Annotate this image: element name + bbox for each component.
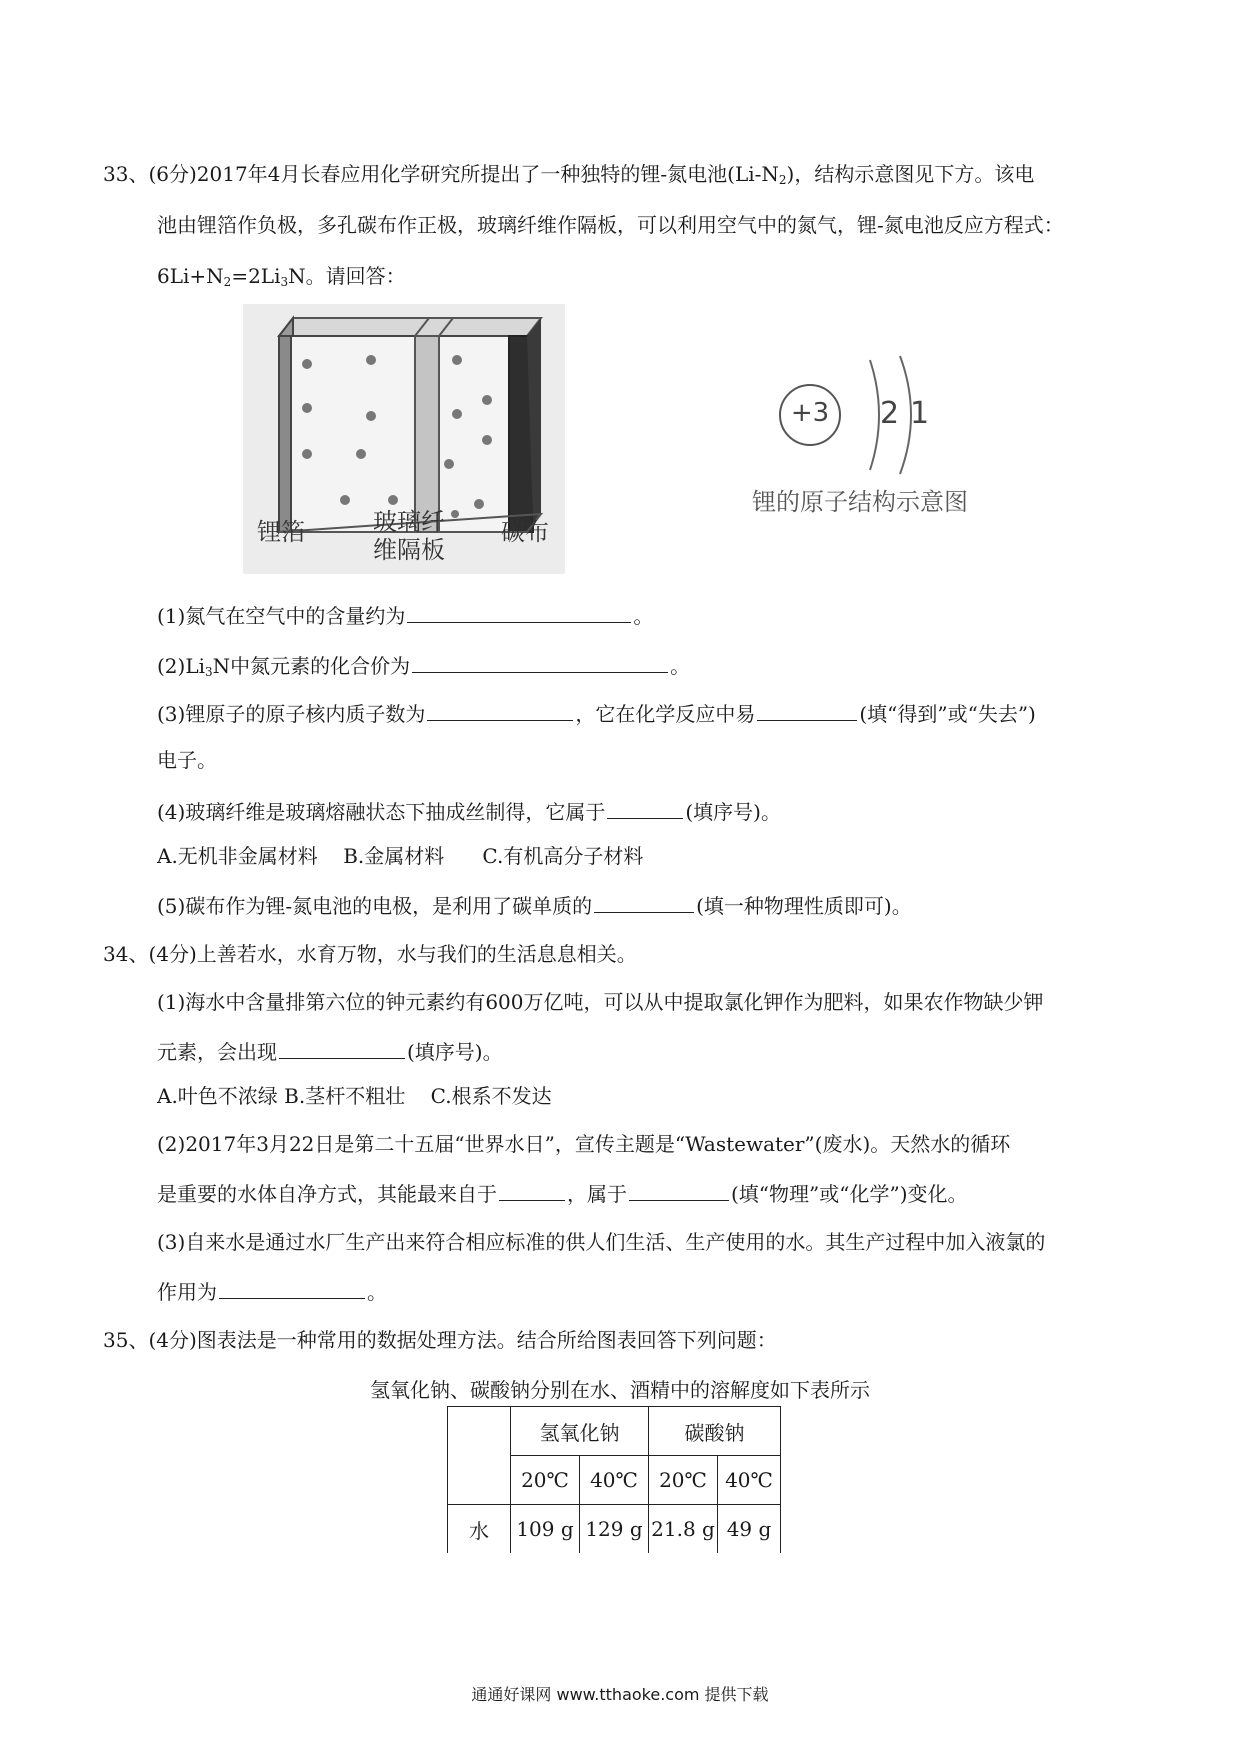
q33-p2-end: 。	[670, 654, 691, 678]
temp-40-na2co3: 40℃	[718, 1456, 781, 1505]
q33-p1-end: 。	[633, 604, 654, 628]
q33-text-1: (6分)2017年4月长春应用化学研究所提出了一种独特的锂-氮电池(Li-N	[148, 162, 779, 186]
q33-part3-cont: 电子。	[157, 748, 217, 772]
q33-part3	[157, 698, 1036, 728]
equation-part-a: 6Li+N	[157, 264, 224, 288]
equation-part-c: N。请回答：	[288, 264, 406, 288]
q33-p3-text-c: (填“得到”或“失去”)	[859, 702, 1036, 726]
shell-1-electrons: 2	[880, 396, 900, 431]
table-title: 氢氧化钠、碳酸钠分别在水、酒精中的溶解度如下表所示	[370, 1378, 870, 1402]
label-glass-fiber-2: 维隔板	[373, 536, 445, 564]
answer-blank-3[interactable]	[427, 698, 573, 721]
q33-p3-text-b: ，它在化学反应中易	[575, 702, 756, 726]
label-glass-fiber	[373, 508, 445, 564]
q33-p4-end: (填序号)。	[685, 800, 781, 824]
equation-part-b: =2Li	[231, 264, 281, 288]
equation-sub-2: 3	[280, 275, 289, 289]
q35-number: 35、	[103, 1328, 149, 1352]
equation-sub-1: 2	[223, 275, 232, 289]
q33-part2	[157, 650, 690, 686]
q33-part1	[157, 600, 653, 630]
atom-caption: 锂的原子结构示意图	[752, 488, 968, 516]
q34-p2-text-d: (填“物理”或“化学”)变化。	[731, 1182, 968, 1206]
q33-number: 33、	[103, 162, 149, 186]
temp-20-na2co3: 20℃	[649, 1456, 718, 1505]
q33-part4-options: A.无机非金属材料 B.金属材料 C.有机高分子材料	[157, 844, 644, 868]
answer-blank-2[interactable]	[412, 650, 668, 673]
cell-na2co3-water-20: 21.8 g	[649, 1505, 718, 1554]
q33-p5-text: (5)碳布作为锂-氮电池的电极，是利用了碳单质的	[157, 894, 593, 918]
q34-p3-end: 。	[367, 1280, 387, 1304]
q33-p1-text: (1)氮气在空气中的含量约为	[157, 604, 406, 628]
solubility-table	[447, 1406, 781, 1553]
q34-part2-cont	[157, 1178, 968, 1208]
answer-blank-6[interactable]	[594, 890, 694, 913]
q33-p3-text-a: (3)锂原子的原子核内质子数为	[157, 702, 426, 726]
answer-blank-1[interactable]	[407, 600, 631, 623]
answer-blank-4[interactable]	[757, 698, 857, 721]
header-na2co3: 碳酸钠	[649, 1407, 781, 1456]
q34-part3: (3)自来水是通过水厂生产出来符合相应标准的供人们生活、生产使用的水。其生产过程中加入液氯的	[157, 1230, 1046, 1254]
lithium-atom-figure	[720, 350, 1020, 520]
answer-blank-7[interactable]	[279, 1036, 405, 1059]
answer-blank-5[interactable]	[607, 796, 683, 819]
shell-2-electrons: 1	[910, 396, 930, 431]
q34-part1-options: A.叶色不浓绿 B.茎杆不粗壮 C.根系不发达	[157, 1084, 552, 1108]
q34-part1-cont	[157, 1036, 503, 1066]
answer-blank-10[interactable]	[219, 1276, 365, 1299]
q35-line1	[103, 1326, 777, 1354]
q35-text-1: (4分)图表法是一种常用的数据处理方法。结合所给图表回答下列问题：	[148, 1328, 777, 1352]
q33-p2-text-a: (2)Li	[157, 654, 206, 678]
q33-line1	[103, 160, 1034, 194]
q34-line1	[103, 940, 637, 968]
q34-p1-text: 元素，会出现	[157, 1040, 277, 1064]
cell-naoh-water-40: 129 g	[580, 1505, 649, 1554]
q33-part4	[157, 796, 781, 826]
row-label-water: 水	[448, 1505, 511, 1554]
q34-p2-text-b: 是重要的水体自净方式，其能最来自于	[157, 1182, 497, 1206]
cell-naoh-water-20: 109 g	[511, 1505, 580, 1554]
q33-p5-end: (填一种物理性质即可)。	[696, 894, 912, 918]
q34-number: 34、	[103, 942, 149, 966]
answer-blank-9[interactable]	[629, 1178, 729, 1201]
q34-p2-text-c: ，属于	[567, 1182, 627, 1206]
q33-p2-text-b: N中氮元素的化合价为	[212, 654, 411, 678]
q34-p1-end: (填序号)。	[407, 1040, 503, 1064]
q34-p3-text: 作用为	[157, 1280, 217, 1304]
label-glass-fiber-1: 玻璃纤	[373, 508, 445, 536]
q34-part3-cont	[157, 1276, 387, 1306]
q33-part5	[157, 890, 912, 920]
q33-line2: 池由锂箔作负极，多孔碳布作正极，玻璃纤维作隔板，可以利用空气中的氮气，锂-氮电池反应方程式：	[157, 213, 1064, 237]
q33-sub-1: 2	[778, 173, 787, 187]
q33-p4-text: (4)玻璃纤维是玻璃熔融状态下抽成丝制得，它属于	[157, 800, 606, 824]
temp-20-naoh: 20℃	[511, 1456, 580, 1505]
nucleus-charge: +3	[790, 398, 830, 428]
q34-part2: (2)2017年3月22日是第二十五届“世界水日”，宣传主题是“Wastewater”(废水)。天然水的循环	[157, 1132, 1011, 1156]
q33-line3	[157, 262, 406, 296]
answer-blank-8[interactable]	[499, 1178, 565, 1201]
table-corner-cell	[448, 1407, 511, 1505]
cell-na2co3-water-40: 49 g	[718, 1505, 781, 1554]
page-footer: 通通好课网 www.tthaoke.com 提供下载	[471, 1685, 769, 1704]
header-naoh: 氢氧化钠	[511, 1407, 649, 1456]
battery-structure-figure	[243, 304, 565, 574]
q34-part1: (1)海水中含量排第六位的钟元素约有600万亿吨，可以从中提取氯化钾作为肥料，如果农作物缺少钾	[157, 990, 1044, 1014]
temp-40-naoh: 40℃	[580, 1456, 649, 1505]
label-li-foil: 锂箔	[257, 518, 305, 546]
q34-text-1: (4分)上善若水，水育万物，水与我们的生活息息相关。	[148, 942, 637, 966]
q33-p2-sub: 3	[205, 665, 213, 679]
label-carbon-cloth: 碳布	[501, 518, 549, 546]
q33-text-1-end: )，结构示意图见下方。该电	[786, 162, 1035, 186]
